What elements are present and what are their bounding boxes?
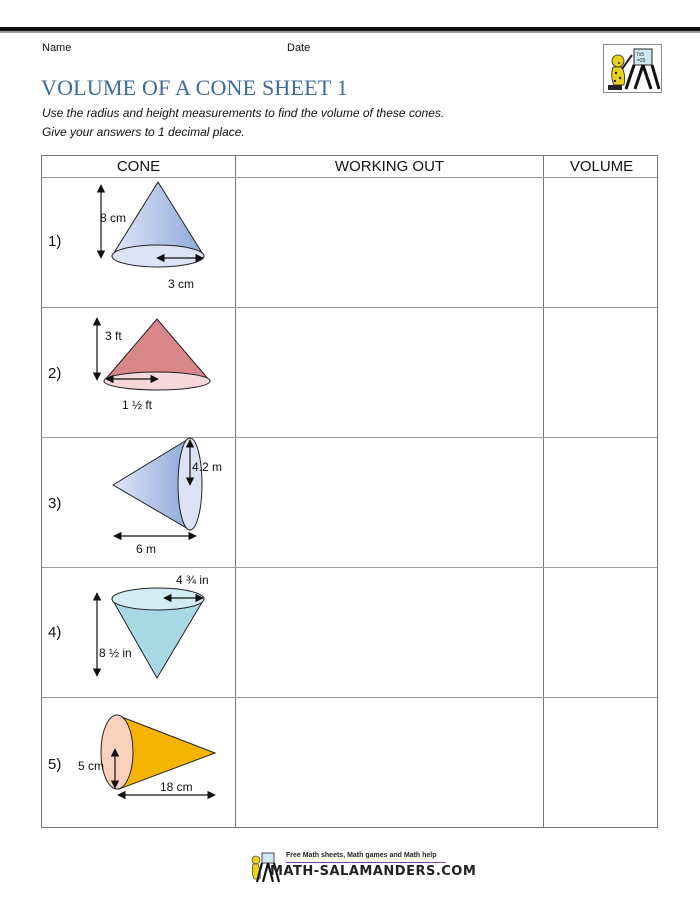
radius-label: 4 ¾ in xyxy=(176,573,209,587)
radius-label: 5 cm xyxy=(78,759,105,773)
cone-diagram-2 xyxy=(97,318,210,412)
height-label: 3 ft xyxy=(105,329,122,343)
radius-label: 4.2 m xyxy=(192,460,223,474)
row-number: 2) xyxy=(48,365,62,382)
radius-label: 1 ½ ft xyxy=(122,398,153,412)
row-number: 5) xyxy=(48,756,62,773)
radius-label: 3 cm xyxy=(168,277,195,291)
height-label: 18 cm xyxy=(160,780,193,794)
cone-diagram-5 xyxy=(78,715,215,795)
instruction-line-2: Give your answers to 1 decimal place. xyxy=(42,125,245,139)
page-title: VOLUME OF A CONE SHEET 1 xyxy=(41,75,348,100)
height-label: 8 cm xyxy=(100,211,127,225)
row-number: 3) xyxy=(48,495,62,512)
column-header-volume: VOLUME xyxy=(569,158,634,175)
footer-tagline: Free Math sheets, Math games and Math help xyxy=(286,852,437,859)
footer-brand-link[interactable]: MATH-SALAMANDERS.COM xyxy=(270,864,477,879)
footer-underline xyxy=(286,862,446,863)
date-label: Date xyxy=(287,42,311,54)
name-label: Name xyxy=(42,42,72,54)
column-header-working-out: WORKING OUT xyxy=(334,158,445,175)
footer-branding xyxy=(248,852,477,884)
cone-diagram-1 xyxy=(100,182,204,291)
column-header-cone: CONE xyxy=(116,158,161,175)
row-number: 1) xyxy=(48,233,62,250)
height-label: 8 ½ in xyxy=(99,646,132,660)
height-label: 6 m xyxy=(136,542,157,556)
row-number: 4) xyxy=(48,624,62,641)
svg-text:7x5: 7x5 xyxy=(636,52,645,58)
cone-diagram-4 xyxy=(97,573,209,678)
instruction-line-1: Use the radius and height measurements to find the volume of these cones. xyxy=(42,106,445,120)
cone-diagram-3 xyxy=(113,438,222,556)
svg-text:=35: =35 xyxy=(637,58,646,64)
